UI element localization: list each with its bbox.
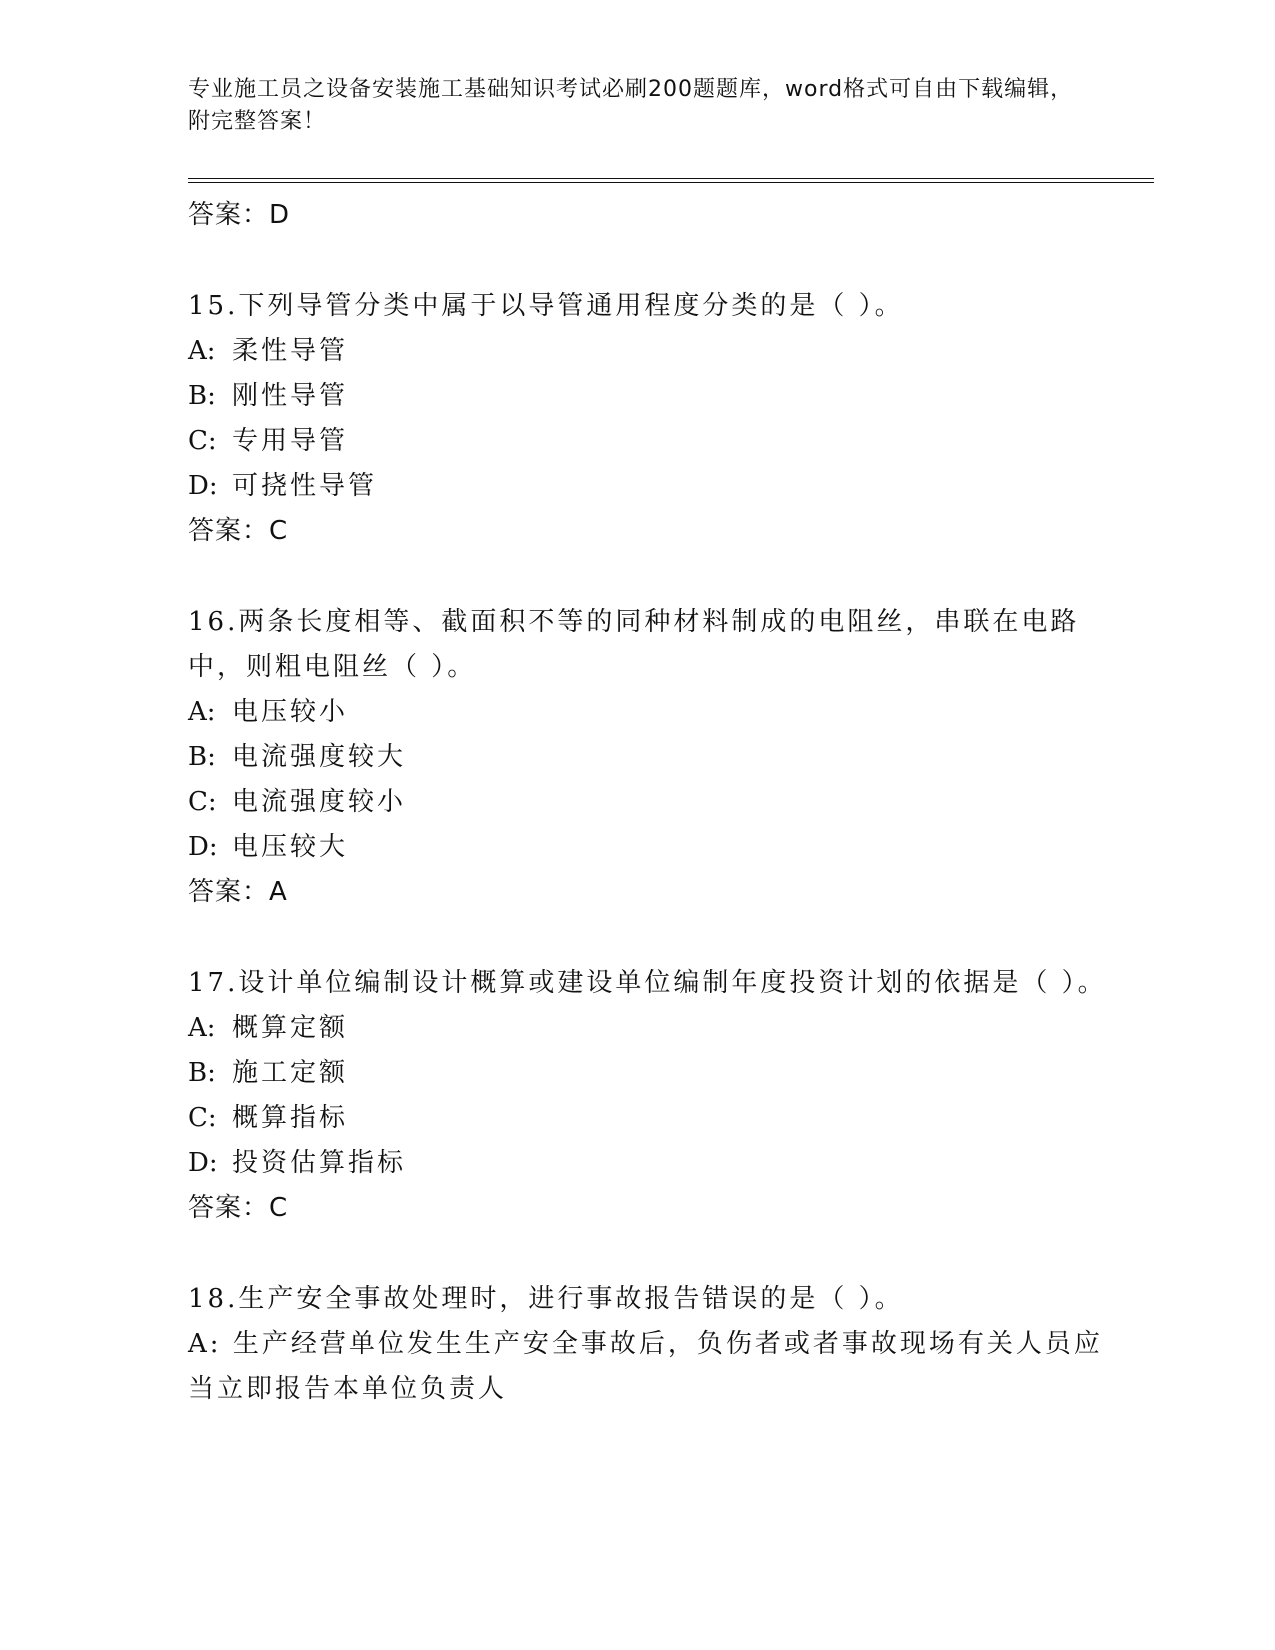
- answer-line: 答案：C: [188, 516, 289, 546]
- option-a: [188, 329, 1108, 374]
- question-block: [188, 284, 1108, 554]
- option-letter: C:: [188, 787, 217, 817]
- option-b: [188, 374, 1108, 419]
- option-a: [188, 690, 1108, 735]
- option-letter: A:: [188, 336, 216, 366]
- header-divider-bottom: [188, 182, 1154, 183]
- option-letter: A:: [188, 1013, 216, 1043]
- option-a: [188, 1006, 1108, 1051]
- option-text: 刚性导管: [232, 381, 349, 411]
- option-d: [188, 1141, 1108, 1186]
- option-c: [188, 419, 1108, 464]
- spacer: [188, 915, 1108, 961]
- option-letter: D:: [188, 832, 218, 862]
- question-stem: 17.设计单位编制设计概算或建设单位编制年度投资计划的依据是（ ）。: [188, 968, 1107, 998]
- option-a: [188, 1322, 1108, 1412]
- option-letter: C:: [188, 1103, 217, 1133]
- option-text: 施工定额: [232, 1058, 349, 1088]
- option-b: [188, 1051, 1108, 1096]
- spacer: [188, 238, 1108, 284]
- option-letter: B:: [188, 381, 216, 411]
- option-text: 电流强度较小: [232, 787, 407, 817]
- option-text: 投资估算指标: [232, 1148, 407, 1178]
- spacer: [188, 1231, 1108, 1277]
- option-c: [188, 1096, 1108, 1141]
- question-list: [188, 193, 1108, 1412]
- question-stem: 15.下列导管分类中属于以导管通用程度分类的是（ ）。: [188, 291, 904, 321]
- question-block: [188, 600, 1108, 915]
- document-header: 专业施工员之设备安装施工基础知识考试必刷200题题库，word格式可自由下载编辑，附完整答案！: [188, 77, 1074, 134]
- option-text: 可挠性导管: [232, 471, 378, 501]
- option-letter: B:: [188, 742, 216, 772]
- question-stem: 16.两条长度相等、截面积不等的同种材料制成的电阻丝，串联在电路中，则粗电阻丝（ ）。: [188, 607, 1080, 682]
- answer-line: 答案：C: [188, 1193, 289, 1223]
- option-text: 柔性导管: [232, 336, 349, 366]
- question-block: [188, 1277, 1108, 1412]
- question-stem: 18.生产安全事故处理时，进行事故报告错误的是（ ）。: [188, 1284, 904, 1314]
- question-block: [188, 961, 1108, 1231]
- option-text: 生产经营单位发生生产安全事故后，负伤者或者事故现场有关人员应当立即报告本单位负责人: [188, 1329, 1103, 1404]
- option-d: [188, 825, 1108, 870]
- spacer: [188, 554, 1108, 600]
- option-text: 概算定额: [232, 1013, 349, 1043]
- option-text: 电压较大: [232, 832, 349, 862]
- option-b: [188, 735, 1108, 780]
- answer-line: 答案：A: [188, 877, 288, 907]
- option-text: 概算指标: [232, 1103, 349, 1133]
- header-divider-top: [188, 178, 1154, 179]
- option-c: [188, 780, 1108, 825]
- option-letter: C:: [188, 426, 217, 456]
- option-letter: A:: [188, 697, 216, 727]
- option-letter: B:: [188, 1058, 216, 1088]
- option-text: 电流强度较大: [232, 742, 407, 772]
- option-text: 电压较小: [232, 697, 349, 727]
- option-d: [188, 464, 1108, 509]
- option-letter: A:: [188, 1329, 222, 1359]
- option-letter: D:: [188, 1148, 218, 1178]
- previous-answer: 答案：D: [188, 200, 291, 230]
- option-text: 专用导管: [232, 426, 349, 456]
- option-letter: D:: [188, 471, 218, 501]
